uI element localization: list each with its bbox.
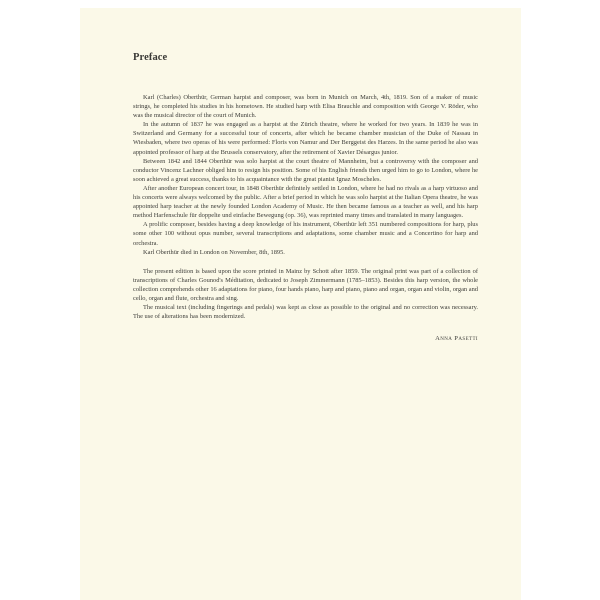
paragraph: A prolific composer, besides having a deep knowledge of his instrument, Oberthür left 351 numbered compositions for harp, plus some other 100 without opus number, several transcriptions and adaptations, some chamber music and a Concertino for harp and orchestra. [133,221,478,247]
paragraph: Karl Oberthür died in London on November, 8th, 1895. [143,248,285,256]
paragraph: The musical text (including fingerings and pedals) was kept as close as possible to the original and no correction was necessary. The use of alterations has been modernized. [133,304,478,321]
paragraph: In the autumn of 1837 he was engaged as a harpist at the Zürich theatre, where he worked for two years. In 1839 he was in Switzerland and Germany for a successful tour of concerts, after which he became chamber musician of the Duke of Nassau in Wiesbaden, where two operas of his were performed: Floris von Namur and Der Berggeist des Harzes. In the same period he also was appointed professor of harp at the Brussels conservatory, after the retirement of Xavier Désargus junior. [133,121,478,156]
document-content [133,52,478,342]
page-title: Preface [133,52,168,63]
paragraph: The present edition is based upon the score printed in Mainz by Schott after 1859. The original print was part of a collection of transcriptions of Charles Gounod's Méditation, dedicated to Joseph Zimmermann (1785–1853). Besides this harp version, the whole collection comprehends other 16 adaptations for piano, four hands piano, harp and piano, piano and organ, organ and violin, organ and cello, organ and flute, orchestra and sing. [133,267,478,302]
author-signature: Anna Pasetti [435,335,478,343]
paragraph: Karl (Charles) Oberthür, German harpist and composer, was born in Munich on March, 4th, 1819. Son of a maker of music strings, he completed his studies in his hometown. He studied harp with Elisa Brauchle and composition with George V. Röder, who was the musical director of the court of Munich. [133,94,478,120]
paragraph: After another European concert tour, in 1848 Oberthür definitely settled in London, where he had no rivals as a harp virtuoso and his concerts were always welcomed by the public. After a brief period in which he was solo harpist at the Italian Opera theatre, he was appointed harp teacher at the newly founded London Academy of Music. He then became famous as a teacher as well, and his harp method Harfenschule für doppelte und einfache Bewegung (op. 36), was reprinted many times and translated in many languages. [133,184,478,220]
document-page [80,8,521,600]
paragraph: Between 1842 and 1844 Oberthür was solo harpist at the court theatre of Mannheim, but a controversy with the composer and conductor Vincenz Lachner obliged him to resign his position. Some of his English friends then urged him to go to London, where he soon achieved a great success, thanks to his acquaintance with the great pianist Ignaz Moscheles. [133,157,478,183]
section-gap [133,257,478,267]
